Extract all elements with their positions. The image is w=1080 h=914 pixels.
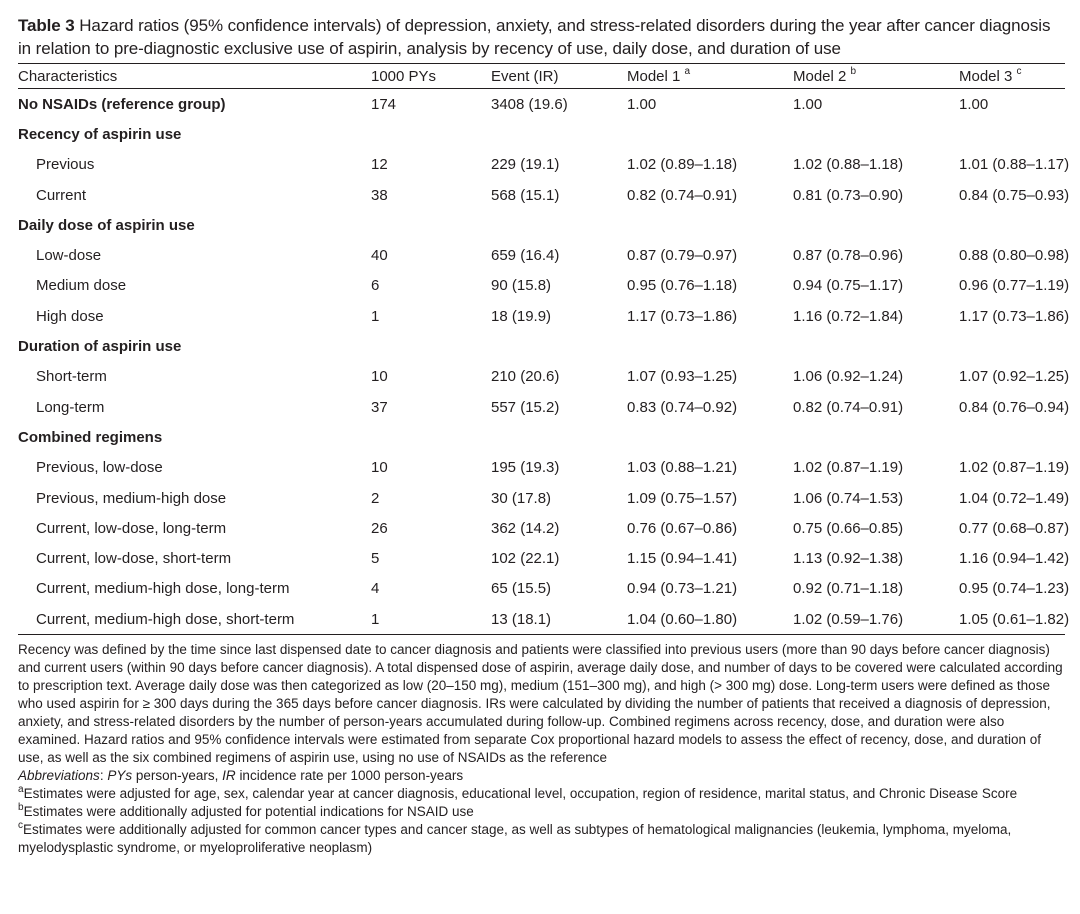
row-model1: 1.09 (0.75–1.57)	[627, 489, 738, 507]
row-label: Current, medium-high dose, short-term	[18, 604, 371, 635]
table-row	[18, 543, 1065, 573]
row-model3	[959, 210, 1065, 240]
row-model2: 1.06 (0.92–1.24)	[793, 368, 904, 386]
row-label: Previous, low-dose	[36, 459, 163, 477]
row-model2: 1.00	[793, 95, 823, 113]
footnote-abbreviations: Abbreviations: PYs person-years, IR incidence rate per 1000 person-years	[18, 768, 464, 784]
row-label: Previous	[36, 156, 95, 174]
row-model3: 0.84 (0.76–0.94)	[959, 398, 1070, 416]
row-label: High dose	[36, 307, 104, 325]
row-model2: 1.16 (0.72–1.84)	[793, 307, 904, 325]
row-pys: 5	[371, 550, 380, 568]
row-event: 65 (15.5)	[491, 580, 552, 598]
row-pys: 1	[371, 604, 491, 635]
footnote-main: Recency was defined by the time since last dispensed date to cancer diagnosis and patients were classified into previous users (more than 90 days before cancer diagnosis) and current users (within 90 days before cancer diagnosis). A total dispensed dose of aspirin, average daily dose, and number of days to be covered were calculated according to prescription text. Average daily dose was then categorized as low (20–150 mg), medium (151–300 mg), and high (> 300 mg) dose. Long-term users were defined as those who used aspirin for ≥ 300 days during the 365 days before cancer diagnosis. IRs were calculated by dividing the number of patients that received a diagnosis of depression, anxiety, and stress-related disorders by the number of person-years accumulated during follow-up. Combined regimens across recency, dose, and duration were also examined. Hazard ratios and 95% confidence intervals were estimated from separate Cox proportional hazard models to assess the effect of recency, dose, and duration of use, as well as the six combined regimens of aspirin use, using no use of NSAIDs as the reference	[18, 642, 1063, 766]
table-body	[18, 89, 1070, 635]
row-pys: 10	[371, 368, 388, 386]
row-model2: 1.13 (0.92–1.38)	[793, 550, 904, 568]
row-model1: 0.94 (0.73–1.21)	[627, 580, 738, 598]
footnote-b-text: Estimates were additionally adjusted for potential indications for NSAID use	[23, 804, 474, 820]
row-model2: 0.87 (0.78–0.96)	[793, 247, 904, 265]
header-row	[18, 64, 1065, 89]
row-event: 557 (15.2)	[491, 398, 560, 416]
model3-sup: c	[1016, 65, 1022, 77]
abbr-pys-def: person-years,	[135, 768, 219, 784]
col-header-model1	[627, 64, 793, 89]
row-event	[491, 422, 627, 452]
row-pys	[371, 119, 491, 149]
col-header-characteristics: Characteristics	[18, 64, 371, 89]
model1-sup: a	[684, 65, 691, 77]
row-model3: 0.96 (0.77–1.19)	[959, 277, 1070, 295]
model1-label: Model 1	[627, 67, 681, 85]
abbreviations-label: Abbreviations	[18, 768, 100, 784]
row-pys	[371, 331, 491, 361]
table-row	[18, 301, 1065, 331]
table-row	[18, 574, 1065, 604]
footnote-c-text: Estimates were additionally adjusted for common cancer types and cancer stage, as well as subtypes of hematological malignancies (leukemia, lymphoma, myeloma, myelodysplastic syndrome, or myeloproliferative neoplasm)	[18, 822, 1012, 856]
model2-label: Model 2	[793, 67, 847, 85]
row-model1: 0.95 (0.76–1.18)	[627, 277, 738, 295]
table-row	[18, 362, 1065, 392]
row-model3: 1.17 (0.73–1.86)	[959, 307, 1070, 325]
table-row	[18, 483, 1065, 513]
row-model1: 0.82 (0.74–0.91)	[627, 186, 738, 204]
row-pys: 12	[371, 156, 388, 174]
abbr-ir-def: incidence rate per 1000 person-years	[239, 768, 464, 784]
footnote-c-mark: c	[18, 819, 23, 831]
row-event: 18 (19.9)	[491, 307, 552, 325]
row-model1: 1.17 (0.73–1.86)	[627, 307, 738, 325]
row-event: 229 (19.1)	[491, 156, 560, 174]
row-event: 210 (20.6)	[491, 368, 560, 386]
row-pys: 4	[371, 580, 380, 598]
row-label: Previous, medium-high dose	[36, 489, 227, 507]
table-row	[18, 392, 1065, 422]
row-model1: 0.83 (0.74–0.92)	[627, 398, 738, 416]
footnote-a-text: Estimates were adjusted for age, sex, calendar year at cancer diagnosis, educational level, occupation, region of residence, marital status, and Chronic Disease Score	[23, 786, 1018, 802]
row-label: Current, low-dose, short-term	[36, 550, 232, 568]
row-event: 13 (18.1)	[491, 604, 627, 635]
row-pys: 38	[371, 186, 388, 204]
row-model2: 1.02 (0.59–1.76)	[793, 604, 959, 635]
row-model2: 0.75 (0.66–0.85)	[793, 519, 904, 537]
model2-sup: b	[850, 65, 857, 77]
row-model3: 1.07 (0.92–1.25)	[959, 368, 1070, 386]
row-model2: 0.92 (0.71–1.18)	[793, 580, 904, 598]
row-model2: 0.94 (0.75–1.17)	[793, 277, 904, 295]
table-footnotes	[18, 641, 1063, 857]
row-model2: 0.82 (0.74–0.91)	[793, 398, 904, 416]
row-event: 659 (16.4)	[491, 247, 560, 265]
row-pys: 26	[371, 519, 388, 537]
row-model3: 1.01 (0.88–1.17)	[959, 156, 1070, 174]
row-model2	[793, 119, 959, 149]
row-model1: 0.87 (0.79–0.97)	[627, 247, 738, 265]
row-pys	[371, 210, 491, 240]
section-header-row	[18, 210, 1065, 240]
footnote-b-mark: b	[18, 801, 24, 813]
row-event	[491, 119, 627, 149]
row-model3: 1.16 (0.94–1.42)	[959, 550, 1070, 568]
abbr-pys: PYs	[107, 768, 133, 784]
row-model2: 0.81 (0.73–0.90)	[793, 186, 904, 204]
row-label: Current, medium-high dose, long-term	[36, 580, 290, 598]
table-row	[18, 89, 1065, 120]
row-pys	[371, 422, 491, 452]
table-row	[18, 513, 1065, 543]
row-pys: 40	[371, 247, 388, 265]
row-model3: 0.88 (0.80–0.98)	[959, 247, 1070, 265]
table-caption-text: Hazard ratios (95% confidence intervals) of depression, anxiety, and stress-related disorders during the year after cancer diagnosis in relation to pre-diagnostic exclusive use of aspirin, analysis by recency of use, daily dose, and duration of use	[18, 16, 1051, 58]
row-model3	[959, 331, 1065, 361]
row-label: Current, low-dose, long-term	[36, 519, 227, 537]
footnote-a-mark: a	[18, 783, 24, 795]
col-header-event: Event (IR)	[491, 64, 627, 89]
row-model2	[793, 210, 959, 240]
table-row	[18, 180, 1065, 210]
row-label: Current	[36, 186, 87, 204]
row-label: Low-dose	[36, 247, 102, 265]
model3-label: Model 3	[959, 67, 1013, 85]
row-pys: 37	[371, 398, 388, 416]
section-label: Combined regimens	[18, 428, 163, 446]
row-model1: 0.76 (0.67–0.86)	[627, 519, 738, 537]
row-label: Short-term	[36, 368, 107, 386]
row-model1: 1.15 (0.94–1.41)	[627, 550, 738, 568]
row-model3: 1.02 (0.87–1.19)	[959, 459, 1070, 477]
row-model1: 1.03 (0.88–1.21)	[627, 459, 738, 477]
row-label: Long-term	[36, 398, 105, 416]
row-model1	[627, 119, 793, 149]
footnote-b	[18, 803, 1063, 821]
row-model3: 1.00	[959, 95, 989, 113]
row-model3: 0.77 (0.68–0.87)	[959, 519, 1070, 537]
row-pys: 6	[371, 277, 380, 295]
row-model2: 1.02 (0.88–1.18)	[793, 156, 904, 174]
row-model3: 1.04 (0.72–1.49)	[959, 489, 1070, 507]
row-event	[491, 210, 627, 240]
row-pys: 1	[371, 307, 380, 325]
col-header-model3	[959, 64, 1065, 89]
table-caption	[18, 14, 1064, 60]
col-header-pys: 1000 PYs	[371, 64, 491, 89]
row-model2: 1.02 (0.87–1.19)	[793, 459, 904, 477]
abbr-ir: IR	[222, 768, 236, 784]
row-model3	[959, 119, 1065, 149]
table-row	[18, 150, 1065, 180]
row-model3: 0.95 (0.74–1.23)	[959, 580, 1070, 598]
row-model3: 1.05 (0.61–1.82)	[959, 604, 1065, 635]
row-label: Medium dose	[36, 277, 127, 295]
footnote-a	[18, 785, 1063, 803]
col-header-model2	[793, 64, 959, 89]
row-model1	[627, 210, 793, 240]
row-event: 30 (17.8)	[491, 489, 552, 507]
section-label: Recency of aspirin use	[18, 125, 182, 143]
section-header-row	[18, 422, 1065, 452]
row-pys: 10	[371, 459, 388, 477]
results-table	[18, 63, 1070, 635]
section-header-row	[18, 331, 1065, 361]
row-pys: 174	[371, 95, 397, 113]
row-model1: 1.02 (0.89–1.18)	[627, 156, 738, 174]
footnote-c	[18, 821, 1063, 857]
table-row	[18, 453, 1065, 483]
row-label: No NSAIDs (reference group)	[18, 95, 226, 113]
section-label: Daily dose of aspirin use	[18, 216, 195, 234]
row-model2	[793, 422, 959, 452]
row-model1: 1.04 (0.60–1.80)	[627, 604, 793, 635]
row-model3	[959, 422, 1065, 452]
row-model1: 1.00	[627, 95, 657, 113]
section-header-row	[18, 119, 1065, 149]
row-model1	[627, 331, 793, 361]
row-event: 102 (22.1)	[491, 550, 560, 568]
row-event: 195 (19.3)	[491, 459, 560, 477]
row-model2: 1.06 (0.74–1.53)	[793, 489, 904, 507]
table-row	[18, 604, 1065, 635]
row-event: 362 (14.2)	[491, 519, 560, 537]
table-row	[18, 240, 1065, 270]
row-event: 3408 (19.6)	[491, 95, 568, 113]
row-pys: 2	[371, 489, 380, 507]
row-model1: 1.07 (0.93–1.25)	[627, 368, 738, 386]
row-model3: 0.84 (0.75–0.93)	[959, 186, 1070, 204]
table-row	[18, 271, 1065, 301]
table-label: Table 3	[18, 16, 75, 35]
row-model1	[627, 422, 793, 452]
section-label: Duration of aspirin use	[18, 338, 182, 356]
row-event	[491, 331, 627, 361]
row-model2	[793, 331, 959, 361]
row-event: 568 (15.1)	[491, 186, 560, 204]
row-event: 90 (15.8)	[491, 277, 552, 295]
